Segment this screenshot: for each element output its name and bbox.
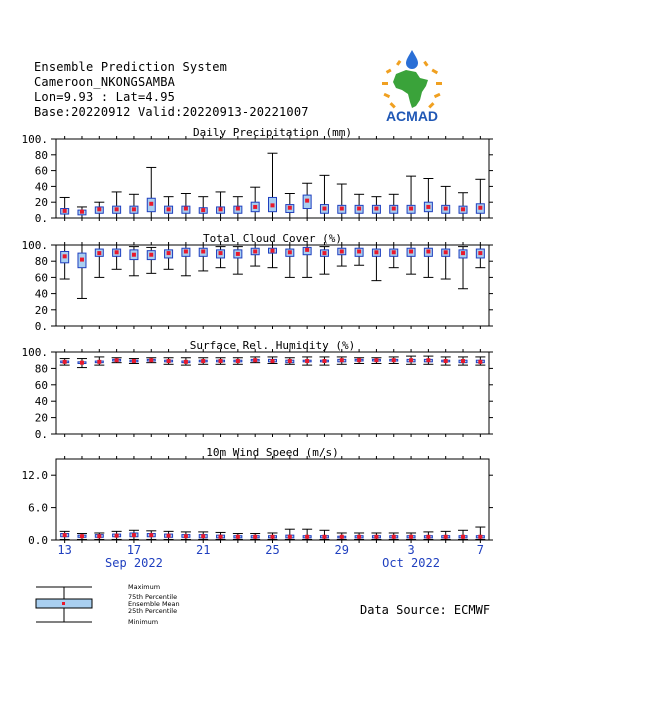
mean-marker — [132, 253, 136, 257]
mean-marker — [461, 535, 465, 539]
mean-marker — [149, 358, 153, 362]
mean-marker — [97, 251, 101, 255]
mean-marker — [392, 358, 396, 362]
mean-marker — [444, 250, 448, 254]
mean-marker — [80, 210, 84, 214]
y-tick-label: 100. — [21, 239, 48, 252]
x-tick-label: 25 — [265, 543, 280, 557]
mean-marker — [409, 358, 413, 362]
mean-marker — [184, 249, 188, 253]
mean-marker — [426, 205, 430, 209]
y-tick-label: 60 — [34, 378, 48, 392]
mean-marker — [288, 206, 292, 210]
y-tick-label: 0.0 — [28, 534, 48, 547]
mean-marker — [149, 533, 153, 537]
mean-marker — [80, 534, 84, 538]
legend-label-max: Maximum — [128, 583, 161, 591]
mean-marker — [271, 535, 275, 539]
mean-marker — [409, 535, 413, 539]
y-tick-label: 80 — [34, 148, 48, 162]
mean-marker — [374, 250, 378, 254]
mean-marker — [115, 534, 119, 538]
mean-marker — [201, 249, 205, 253]
y-tick-label: 20 — [34, 303, 48, 317]
y-tick-label: 40 — [34, 395, 48, 409]
mean-marker — [219, 251, 223, 255]
legend-label-mean: Ensemble Mean — [128, 600, 180, 608]
mean-marker — [132, 533, 136, 537]
mean-marker — [253, 358, 257, 362]
y-tick-label: 100. — [21, 133, 48, 146]
mean-marker — [115, 358, 119, 362]
mean-marker — [167, 534, 171, 538]
mean-marker — [253, 205, 257, 209]
mean-marker — [374, 207, 378, 211]
mean-marker — [478, 206, 482, 210]
mean-marker — [340, 249, 344, 253]
month-label: Sep 2022 — [105, 556, 163, 570]
mean-marker — [478, 535, 482, 539]
legend-label-q75: 75th Percentile — [128, 593, 178, 601]
africa-icon — [393, 70, 428, 108]
chart-title: Ensemble Prediction System — [34, 60, 228, 74]
mean-marker — [271, 249, 275, 253]
x-tick-label: 21 — [195, 543, 211, 557]
mean-marker — [392, 207, 396, 211]
mean-marker — [184, 207, 188, 211]
mean-marker — [392, 250, 396, 254]
mean-marker — [271, 203, 275, 207]
mean-marker — [167, 251, 171, 255]
mean-marker — [340, 358, 344, 362]
legend — [32, 583, 180, 626]
mean-marker — [392, 535, 396, 539]
mean-marker — [219, 535, 223, 539]
mean-marker — [115, 207, 119, 211]
logo-text: ACMAD — [385, 108, 439, 124]
mean-marker — [184, 534, 188, 538]
mean-marker — [63, 360, 67, 364]
mean-marker — [340, 535, 344, 539]
y-tick-label: 20 — [34, 411, 48, 425]
mean-marker — [322, 207, 326, 211]
mean-marker — [444, 359, 448, 363]
mean-marker — [97, 360, 101, 364]
mean-marker — [322, 535, 326, 539]
y-tick-label: 12.0 — [21, 469, 48, 483]
drop-icon — [406, 50, 418, 69]
mean-marker — [236, 207, 240, 211]
legend-label-q25: 25th Percentile — [128, 607, 178, 615]
mean-marker — [219, 359, 223, 363]
mean-marker — [63, 209, 67, 213]
y-tick-label: 100. — [21, 346, 48, 359]
mean-marker — [357, 249, 361, 253]
mean-marker — [236, 359, 240, 363]
legend-label-min: Minimum — [128, 618, 159, 626]
mean-marker — [305, 199, 309, 203]
x-tick-label: 17 — [126, 543, 142, 557]
y-tick-label: 0. — [34, 320, 48, 333]
acmad-logo-icon — [372, 48, 452, 124]
mean-marker — [63, 254, 67, 258]
mean-marker — [357, 358, 361, 362]
mean-marker — [305, 535, 309, 539]
y-tick-label: 0. — [34, 428, 48, 441]
x-tick-label: 7 — [476, 543, 484, 557]
data-source: Data Source: ECMWF — [360, 603, 491, 617]
y-tick-label: 60 — [34, 164, 48, 178]
y-tick-label: 6.0 — [28, 501, 48, 515]
y-tick-label: 80 — [34, 362, 48, 376]
mean-marker — [167, 359, 171, 363]
mean-marker — [357, 207, 361, 211]
mean-marker — [461, 251, 465, 255]
mean-marker — [219, 207, 223, 211]
mean-marker — [236, 252, 240, 256]
mean-marker — [236, 535, 240, 539]
mean-marker — [97, 534, 101, 538]
panel-title: Surface Rel. Humidity (%) — [189, 339, 356, 352]
mean-marker — [253, 535, 257, 539]
mean-marker — [409, 207, 413, 211]
mean-marker — [288, 250, 292, 254]
mean-marker — [288, 535, 292, 539]
mean-marker — [201, 359, 205, 363]
mean-marker — [167, 207, 171, 211]
mean-marker — [201, 208, 205, 212]
mean-marker — [149, 202, 153, 206]
mean-marker — [478, 360, 482, 364]
mean-marker — [201, 534, 205, 538]
month-label: Oct 2022 — [382, 556, 440, 570]
mean-marker — [149, 253, 153, 257]
y-tick-label: 20 — [34, 196, 48, 210]
location-label: Cameroon_NKONGSAMBA — [34, 75, 176, 89]
mean-marker — [444, 535, 448, 539]
mean-marker — [374, 535, 378, 539]
mean-marker — [444, 207, 448, 211]
mean-marker — [426, 358, 430, 362]
mean-marker — [63, 533, 67, 537]
coords-label: Lon=9.93 : Lat=4.95 — [34, 90, 176, 104]
y-tick-label: 60 — [34, 271, 48, 285]
legend-mean-marker — [62, 602, 65, 605]
mean-marker — [461, 359, 465, 363]
mean-marker — [357, 535, 361, 539]
panel-frame — [56, 459, 489, 540]
mean-marker — [426, 535, 430, 539]
mean-marker — [132, 207, 136, 211]
mean-marker — [132, 359, 136, 363]
mean-marker — [322, 251, 326, 255]
mean-marker — [340, 207, 344, 211]
mean-marker — [374, 358, 378, 362]
mean-marker — [426, 249, 430, 253]
mean-marker — [97, 207, 101, 211]
panel-title: Daily Precipitation (mm) — [193, 126, 352, 139]
y-tick-label: 40 — [34, 180, 48, 194]
mean-marker — [305, 359, 309, 363]
mean-marker — [80, 361, 84, 365]
x-tick-label: 13 — [57, 543, 72, 557]
x-tick-label: 29 — [334, 543, 350, 557]
mean-marker — [253, 249, 257, 253]
mean-marker — [184, 360, 188, 364]
mean-marker — [271, 359, 275, 363]
mean-marker — [461, 207, 465, 211]
mean-marker — [305, 248, 309, 252]
dates-label: Base:20220912 Valid:20220913-20221007 — [34, 105, 309, 119]
mean-marker — [478, 251, 482, 255]
y-tick-label: 80 — [34, 255, 48, 269]
mean-marker — [80, 258, 84, 262]
mean-marker — [288, 359, 292, 363]
panel-title: Total Cloud Cover (%) — [202, 232, 343, 245]
mean-marker — [322, 359, 326, 363]
x-tick-label: 3 — [407, 543, 415, 557]
y-tick-label: 0. — [34, 212, 48, 225]
mean-marker — [115, 250, 119, 254]
y-tick-label: 40 — [34, 287, 48, 301]
mean-marker — [409, 249, 413, 253]
panel-title: 10m Wind Speed (m/s) — [206, 446, 339, 459]
